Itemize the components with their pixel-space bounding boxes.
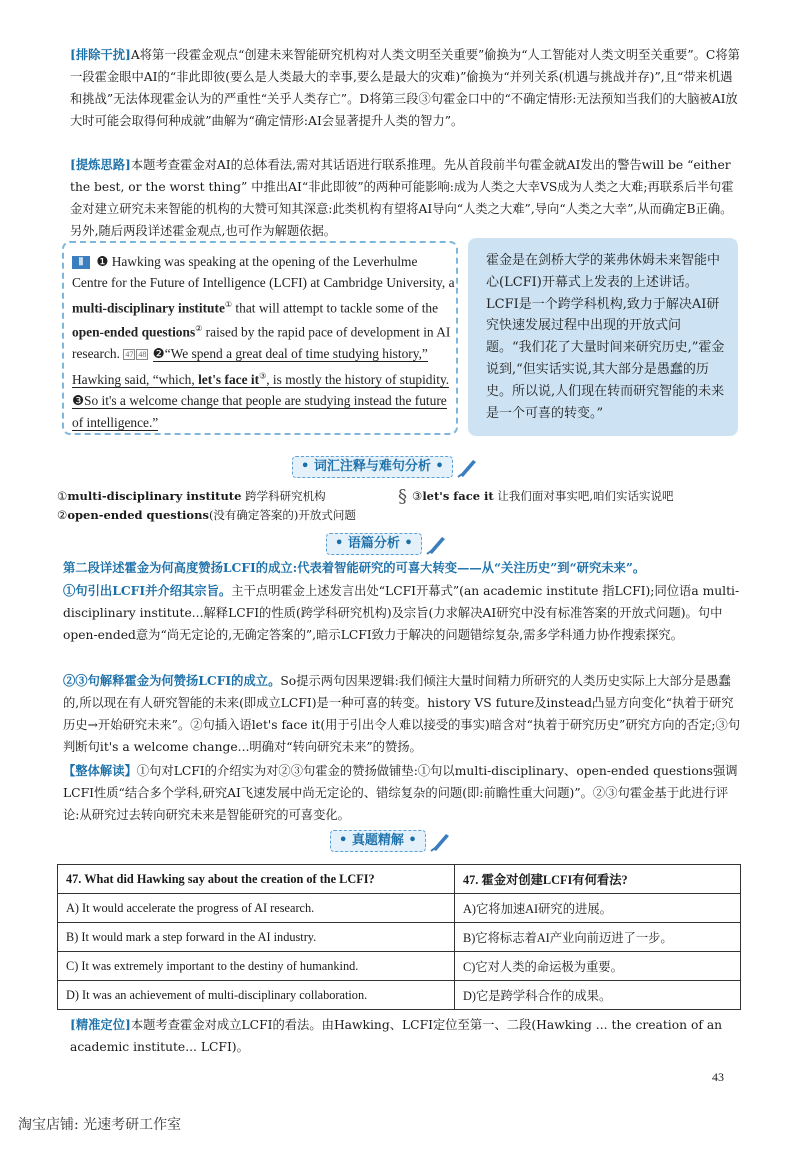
option-d-en: D) It was an achievement of multi-disciplinary collaboration.	[58, 981, 455, 1010]
thinking-tag: [提炼思路]	[70, 157, 131, 172]
option-row	[58, 981, 741, 1010]
exam-heading	[330, 830, 451, 852]
option-row	[58, 923, 741, 952]
vocab-3-term: let's face it	[422, 489, 494, 503]
sentence-1-part-a: Hawking was speaking at the opening of the Leverhulme Centre for the Future of Intelligence (LCFI) at Cambridge University, a	[72, 254, 455, 291]
pen-icon	[456, 456, 478, 478]
sentence-2-part-a: “We spend a great deal of time studying history,” Hawking said, “which,	[72, 346, 428, 388]
keyword-multi-disciplinary: multi-disciplinary institute	[72, 300, 225, 316]
locate-paragraph	[70, 1014, 742, 1058]
locate-tag: [精准定位]	[70, 1017, 131, 1032]
vocab-item-1	[57, 487, 326, 506]
analysis-2-text: So提示两句因果逻辑:我们倾注大量时间精力所研究的人类历史实际上大部分是愚蠢的,所以现在有人研究智能的未来(即成立LCFI)是一种可喜的转变。history VS future及instead凸显方向变化“执着于研究历史→开始研究未来”。②句插入语let's face it(用于引出令人难以接受的事实)暗含对“执着于研究历史”研究方向的否定;③句判断句it's a welcome change...明确对“转向研究未来”的赞扬。	[63, 674, 741, 754]
keyword-open-ended: open-ended questions	[72, 324, 196, 340]
analysis-paragraph-3	[63, 760, 743, 826]
sentence-3: So it's a welcome change that people are studying instead the future of intelligence.”	[72, 393, 447, 430]
footnote-3: ③	[259, 371, 267, 381]
sentence-2-number: ❷	[152, 346, 165, 362]
pen-icon	[425, 533, 447, 555]
paragraph-marker: Ⅱ	[72, 256, 90, 269]
vocab-item-3	[412, 487, 674, 506]
analysis-1-text: 主干点明霍金上述发言出处“LCFI开幕式”(an academic institute 指LCFI);同位语a multi-disciplinary institute...解释LCFI的性质(跨学科研究机构)及宗旨(力求解决AI研究中没有标准答案的开放式问题)。句中open-ended意为“尚无定论的,无确定答案的”,暗示LCFI致力于解决的问题错综复杂,需多学科通力协作搜索探究。	[63, 584, 740, 642]
footnote-2: ②	[195, 324, 203, 334]
exclusion-tag: [排除干扰]	[70, 47, 131, 62]
pen-icon	[429, 830, 451, 852]
analysis-paragraph-1	[63, 580, 743, 646]
passage-text	[72, 251, 456, 433]
option-b-zh: B)它将标志着AI产业向前迈进了一步。	[455, 923, 741, 952]
footer-shop-label: 淘宝店铺: 光速考研工作室	[18, 1117, 182, 1133]
vocab-heading	[292, 456, 478, 478]
analysis-3-heading: 【整体解读】	[63, 763, 137, 778]
vocab-3-definition: 让我们面对事实吧,咱们实话实说吧	[493, 489, 674, 503]
vocab-1-term: multi-disciplinary institute	[67, 489, 242, 503]
option-a-en: A) It would accelerate the progress of AI research.	[58, 894, 455, 923]
vocab-2-number: ②	[57, 508, 68, 522]
question-table	[57, 864, 741, 1010]
option-c-en: C) It was extremely important to the destiny of humankind.	[58, 952, 455, 981]
option-d-zh: D)它是跨学科合作的成果。	[455, 981, 741, 1010]
translation-box: 霍金是在剑桥大学的莱弗休姆未来智能中心(LCFI)开幕式上发表的上述讲话。LCFI是一个跨学科机构,致力于解决AI研究快速发展过程中出现的开放式问题。“我们花了大量时间来研究历史,”霍金说到,“但实话实说,其大部分是愚蠢的历史。所以说,人们现在转而研究智能的未来是一个可喜的转变。”	[468, 238, 738, 436]
thinking-paragraph	[70, 154, 740, 242]
option-row	[58, 952, 741, 981]
question-number-47: 47	[125, 350, 134, 360]
question-number-48: 48	[138, 350, 147, 360]
page-number: 43	[712, 1070, 724, 1084]
sentence-1-part-b: that will attempt to tackle some of the	[232, 300, 439, 316]
option-a-zh: A)它将加速AI研究的进展。	[455, 894, 741, 923]
sentence-1-part-c: raised by the rapid pace of development in AI research.	[72, 324, 451, 362]
vocab-1-number: ①	[57, 489, 68, 503]
option-b-en: B) It would mark a step forward in the AI industry.	[58, 923, 455, 952]
analysis-summary: 第二段详述霍金为何高度赞扬LCFI的成立:代表着智能研究的可喜大转变——从“关注历史”到“研究未来”。	[63, 560, 646, 575]
footnote-1: ①	[224, 299, 233, 309]
exam-heading-label: • 真题精解 •	[330, 830, 426, 852]
vocab-1-definition: 跨学科研究机构	[241, 489, 326, 503]
vocab-heading-label: • 词汇注释与难句分析 •	[292, 456, 453, 478]
sentence-2-part-b: , is mostly the history of stupidity.	[266, 372, 450, 388]
analysis-1-heading: ①句引出LCFI并介绍其宗旨。	[63, 583, 232, 598]
analysis-heading-label: • 语篇分析 •	[326, 533, 422, 555]
question-stem-en: 47. What did Hawking say about the creation of the LCFI?	[58, 865, 455, 894]
exclusion-paragraph	[70, 44, 740, 132]
keyword-lets-face-it: let's face it	[198, 372, 260, 388]
vocab-3-number: ③	[412, 489, 423, 503]
spiral-divider-icon: §	[398, 486, 407, 507]
vocab-2-term: open-ended questions	[67, 508, 209, 522]
vocab-item-2	[57, 506, 356, 525]
option-row	[58, 894, 741, 923]
sentence-3-number: ❸	[72, 393, 85, 409]
thinking-text: 本题考查霍金对AI的总体看法,需对其话语进行联系推理。先从首段前半句霍金就AI发出的警告will be “either the best, or the worst thing” 中推出AI“非此即彼”的两种可能影响:成为人类之大幸VS成为人类之大难;再联系后半句霍金对建立研究未来智能的机构的大赞可知其深意:此类机构有望将AI导向“人类之大难”,导向“人类之大幸”,从而确定B正确。另外,随后两段详述霍金观点,也可作为解题依据。	[70, 158, 734, 238]
analysis-paragraph-2	[63, 670, 743, 758]
sentence-1-number: ❶	[96, 254, 109, 269]
passage-box	[62, 241, 458, 435]
exclusion-text: A将第一段霍金观点“创建未来智能研究机构对人类文明至关重要”偷换为“人工智能对人类文明至关重要”。C将第一段霍金眼中AI的“非此即彼(要么是人类最大的幸事,要么是最大的灾难)”偷换为“并列关系(机遇与挑战并存)”,且“带来机遇和挑战”无法体现霍金认为的严重性“关乎人类存亡”。D将第三段③句霍金口中的“不确定情形:无法预知当我们的大脑被AI放大时可能会取得何种成就”曲解为“确定情形:AI会显著提升人类的智力”。	[70, 48, 740, 128]
option-c-zh: C)它对人类的命运极为重要。	[455, 952, 741, 981]
analysis-3-text: ①句对LCFI的介绍实为对②③句霍金的赞扬做铺垫:①句以multi-disciplinary、open-ended questions强调LCFI性质“结合多个学科,研究AI飞速发展中尚无定论的、错综复杂的问题(即:前瞻性重大问题)”。②③句霍金基于此进行评论:从研究过去转向研究未来是智能研究的可喜变化。	[63, 764, 738, 822]
analysis-2-heading: ②③句解释霍金为何赞扬LCFI的成立。	[63, 673, 281, 688]
vocab-2-definition: (没有确定答案的)开放式问题	[208, 508, 356, 522]
analysis-heading	[326, 533, 447, 555]
question-stem-zh: 47. 霍金对创建LCFI有何看法?	[455, 865, 741, 894]
question-stem-row	[58, 865, 741, 894]
locate-text: 本题考查霍金对成立LCFI的看法。由Hawking、LCFI定位至第一、二段(Hawking ... the creation of an academic institute... LCFI)。	[70, 1018, 723, 1054]
